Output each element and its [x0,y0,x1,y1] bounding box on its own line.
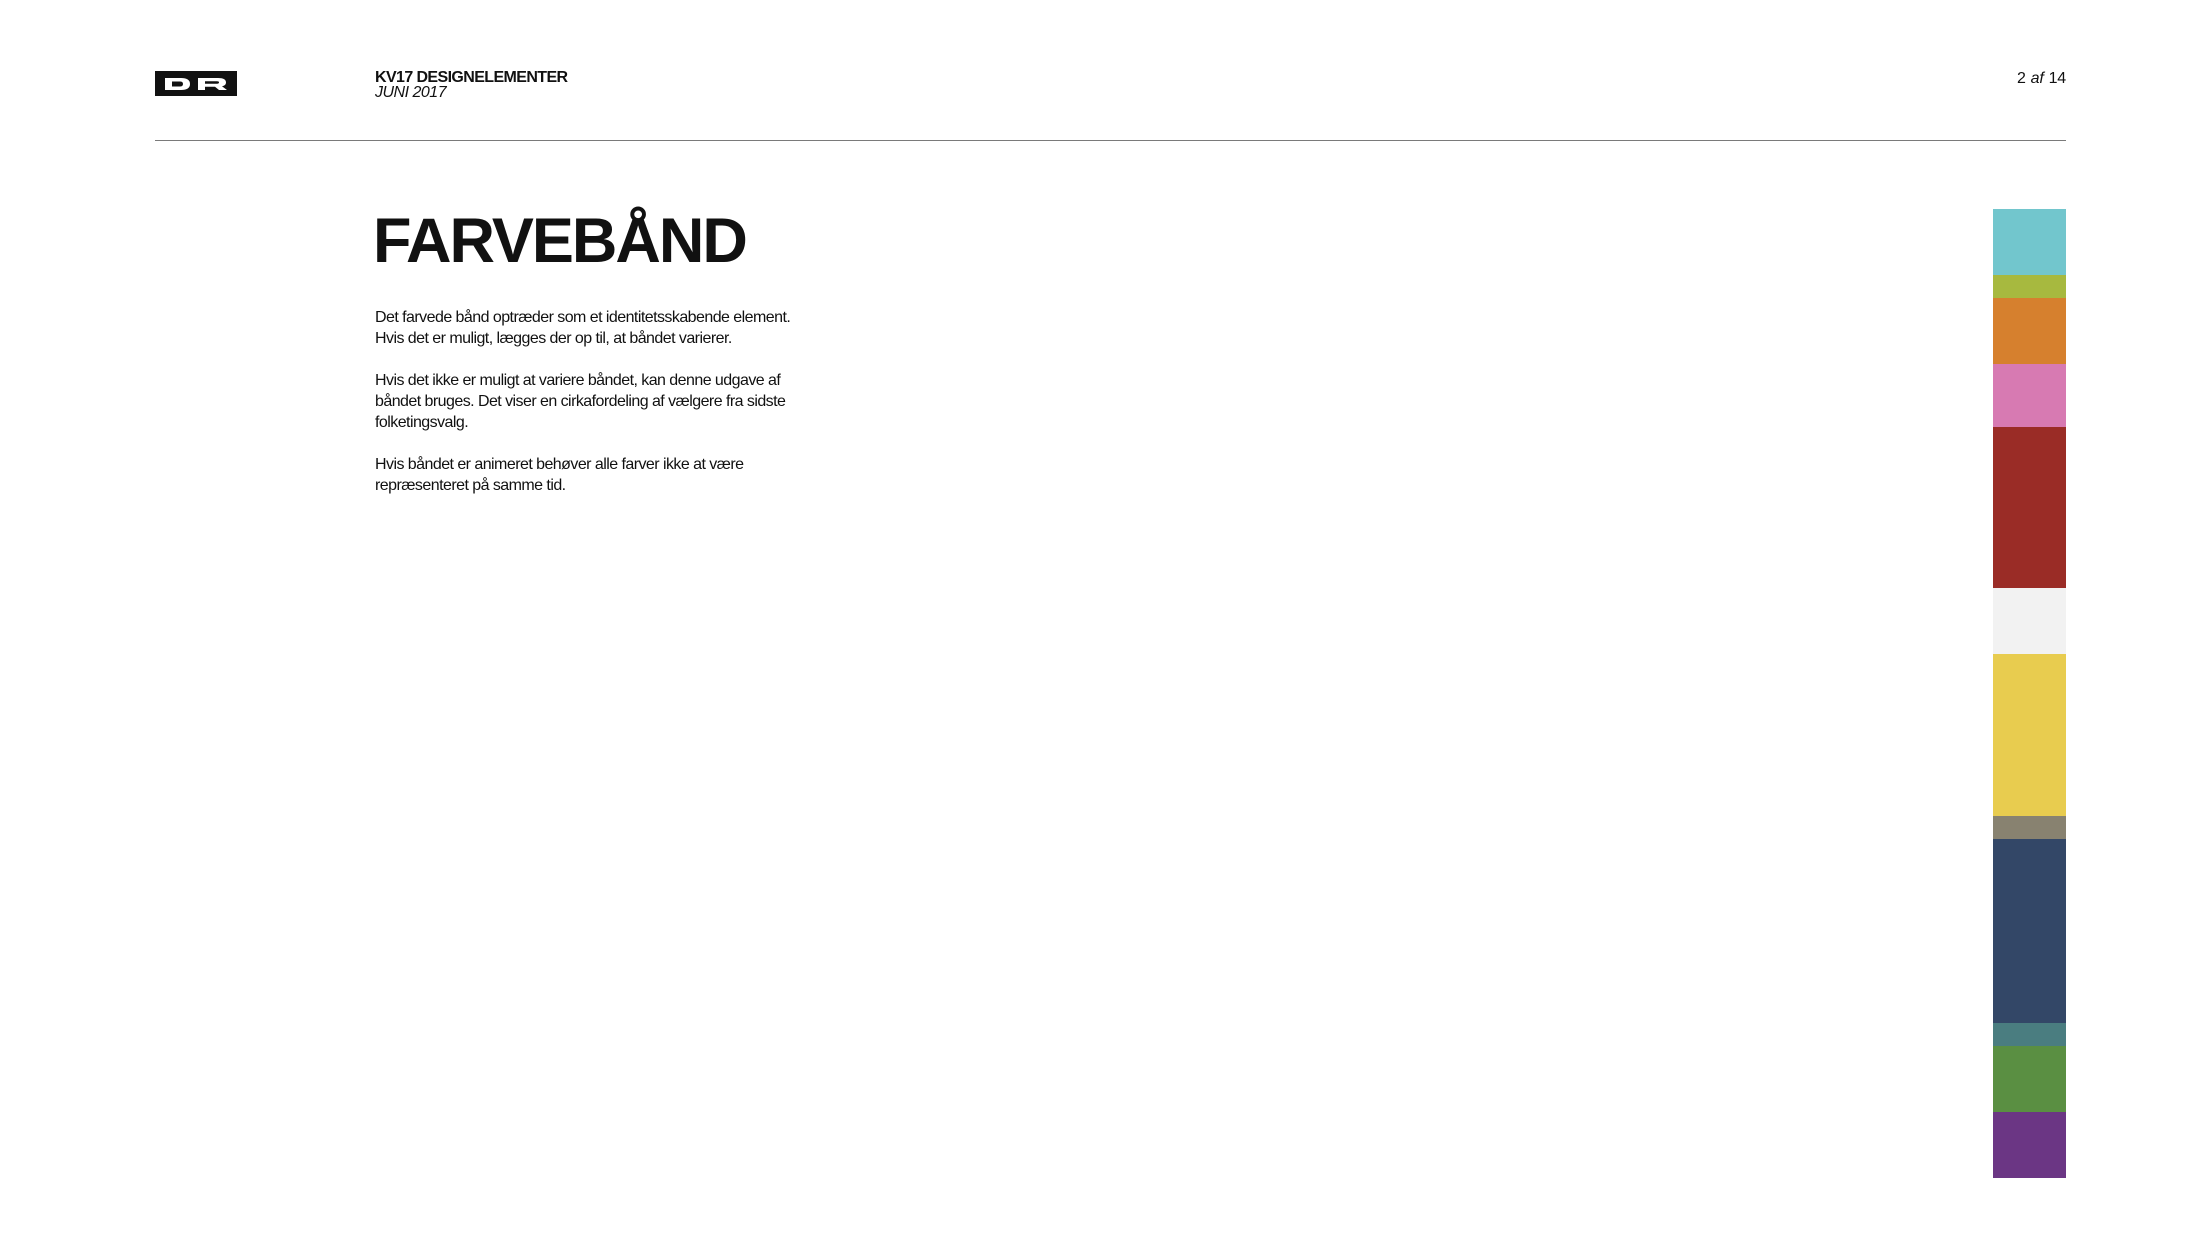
dr-logo-mark [163,77,229,91]
color-band-segment-12 [1993,1112,2066,1178]
page-current: 2 [2016,70,2026,87]
color-band-segment-5 [1993,427,2066,588]
color-band-segment-1 [1993,209,2066,275]
color-band-segment-8 [1993,816,2066,839]
page-number [2017,70,2066,88]
header-divider [155,140,2066,141]
document-title: KV17 DESIGNELEMENTER [375,69,568,86]
dr-logo [155,71,237,96]
color-band-segment-10 [1993,1023,2066,1046]
paragraph-intro: Det farvede bånd optræder som et identitetsskabende element. Hvis det er muligt, lægges der op til, at båndet varierer. [375,309,791,347]
paragraph-animation: Hvis båndet er animeret behøver alle farver ikke at være repræsenteret på samme tid. [375,456,744,494]
color-band-segment-3 [1993,298,2066,364]
color-band [1993,209,2066,1178]
color-band-segment-4 [1993,364,2066,427]
color-band-segment-9 [1993,839,2066,1023]
body-text [375,307,795,517]
color-band-segment-11 [1993,1046,2066,1112]
paragraph-distribution: Hvis det ikke er muligt at variere båndet, kan denne udgave af båndet bruges. Det viser en cirkafordeling af vælgere fra sidste folketingsvalg. [375,372,786,431]
page-heading: FARVEBÅND [373,206,746,276]
page-total: 14 [2048,70,2066,87]
document-date: JUNI 2017 [375,84,447,101]
color-band-segment-2 [1993,275,2066,298]
document-meta [375,70,568,100]
page-of-label: af [2030,70,2044,87]
color-band-segment-6 [1993,588,2066,654]
color-band-segment-7 [1993,654,2066,816]
